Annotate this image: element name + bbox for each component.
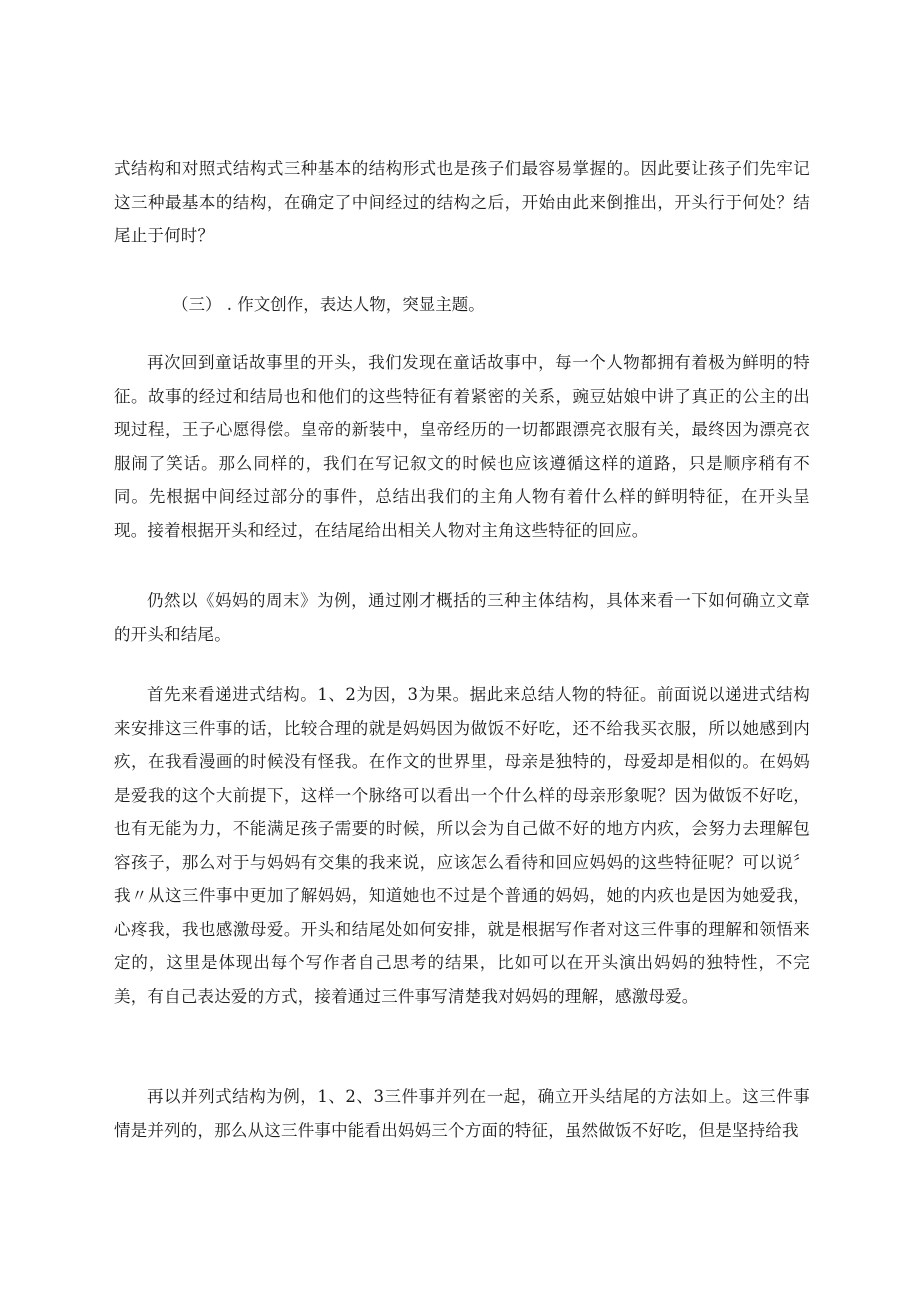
section-heading-three: （三） . 作文创作，表达人物，突显主题。 <box>172 295 485 314</box>
paragraph-parallel-structure: 再以并列式结构为例，1、2、3三件事并列在一起，确立开头结尾的方法如上。这三件事情是并列的，那么从这三件事中能看出妈妈三个方面的特征，虽然做饭不好吃，但是坚持给我 <box>114 1087 810 1140</box>
paragraph-mothers-weekend-example: 仍然以《妈妈的周末》为例，通过刚才概括的三种主体结构，具体来看一下如何确立文章的开头和结尾。 <box>114 591 810 644</box>
paragraph-fairy-tale-opening: 再次回到童话故事里的开头，我们发现在童话故事中，每一个人物都拥有着极为鲜明的特征。故事的经过和结局也和他们的这些特征有着紧密的关系，豌豆姑娘中讲了真正的公主的出现过程，王子心愿得偿。皇帝的新装中，皇帝经历的一切都跟漂亮衣服有关，最终因为漂亮衣服闹了笑话。那么同样的，我们在写记叙文的时候也应该遵循这样的道路，只是顺序稍有不同。先根据中间经过部分的事件，总结出我们的主角人物有着什么样的鲜明特征，在开头呈现。接着根据开头和经过，在结尾给出相关人物对主角这些特征的回应。 <box>114 353 810 540</box>
paragraph-progressive-structure: 首先来看递进式结构。1、2为因，3为果。据此来总结人物的特征。前面说以递进式结构来安排这三件事的话，比较合理的就是妈妈因为做饭不好吃，还不给我买衣服，所以她感到内疚，在我看漫画的时候没有怪我。在作文的世界里，母亲是独特的，母爱却是相似的。在妈妈是爱我的这个大前提下，这样一个脉络可以看出一个什么样的母亲形象呢？因为做饭不好吃，也有无能为力，不能满足孩子需要的时候，所以会为自己做不好的地方内疚，会努力去理解包容孩子，那么对于与妈妈有交集的我来说，应该怎么看待和回应妈妈的这些特征呢？可以说〞我〃从这三件事中更加了解妈妈，知道她也不过是个普通的妈妈，她的内疚也是因为她爱我，心疼我，我也感激母爱。开头和结尾处如何安排，就是根据写作者对这三件事的理解和领悟来定的，这里是体现出每个写作者自己思考的结果，比如可以在开头演出妈妈的独特性，不完美，有自己表达爱的方式，接着通过三件事写清楚我对妈妈的理解，感激母爱。 <box>114 685 810 1006</box>
paragraph-structure-summary: 式结构和对照式结构式三种基本的结构形式也是孩子们最容易掌握的。因此要让孩子们先牢记这三种最基本的结构，在确定了中间经过的结构之后，开始由此来倒推出，开头行于何处？结尾止于何时？ <box>114 159 810 245</box>
